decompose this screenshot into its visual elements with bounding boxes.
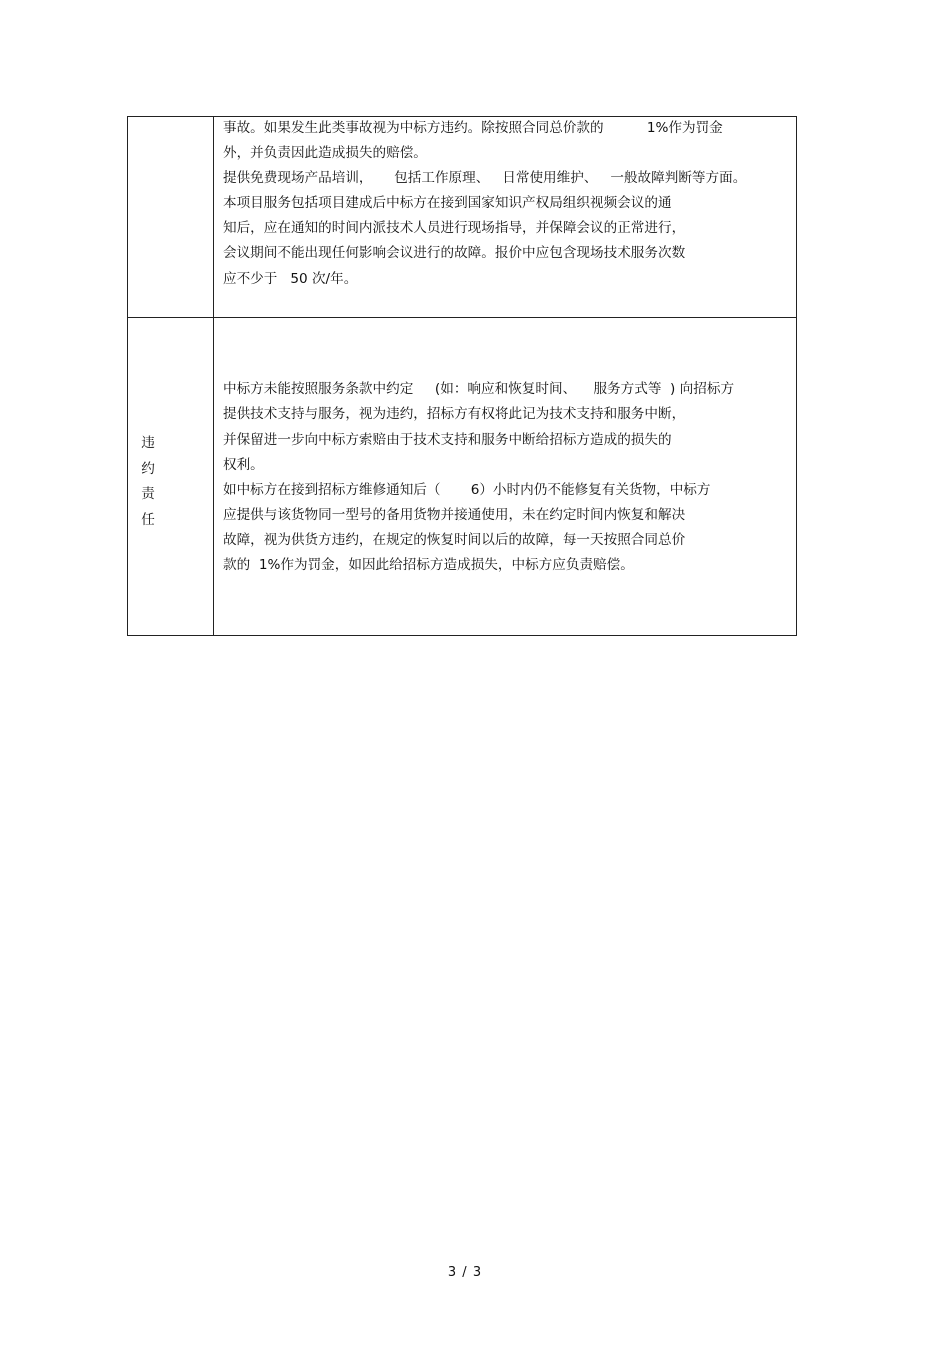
- text-line: 知后，应在通知的时间内派技术人员进行现场指导，并保障会议的正常进行，: [223, 220, 686, 236]
- text-line: 中标方未能按照服务条款中约定 (如：响应和恢复时间、 服务方式等 ) 向招标方: [223, 381, 735, 397]
- text-line: 事故。如果发生此类事故视为中标方违约。除按照合同总价款的 1%作为罚金: [223, 120, 723, 136]
- text-line: 外，并负责因此造成损失的赔偿。: [223, 145, 427, 161]
- text-line: 权利。: [223, 457, 264, 473]
- text-line: 提供免费现场产品培训， 包括工作原理、 日常使用维护、 一般故障判断等方面。: [223, 170, 747, 186]
- text-line: 应提供与该货物同一型号的备用货物并接通使用，未在约定时间内恢复和解决: [223, 507, 686, 523]
- text-line: 应不少于 50 次/年。: [223, 271, 358, 287]
- label-char: 约: [141, 460, 155, 477]
- label-char: 违: [141, 435, 155, 451]
- table-row: [128, 317, 796, 635]
- text-line: 故障，视为供货方违约，在规定的恢复时间以后的故障，每一天按照合同总价: [223, 532, 686, 548]
- breach-liability-label-cell: [128, 318, 214, 635]
- label-char: 责: [141, 486, 155, 502]
- text-line: 款的 1%作为罚金，如因此给招标方造成损失，中标方应负责赔偿。: [223, 557, 634, 573]
- text-line: 本项目服务包括项目建成后中标方在接到国家知识产权局组织视频会议的通: [223, 195, 672, 211]
- text-line: 如中标方在接到招标方维修通知后（ 6）小时内仍不能修复有关货物，中标方: [223, 482, 711, 498]
- table-row: [128, 117, 796, 317]
- row-content-cell: [214, 117, 796, 317]
- contract-terms-table: [127, 116, 797, 636]
- text-line: 会议期间不能出现任何影响会议进行的故障。报价中应包含现场技术服务次数: [223, 245, 686, 261]
- row-label-cell: [128, 117, 214, 317]
- text-line: 并保留进一步向中标方索赔由于技术支持和服务中断给招标方造成的损失的: [223, 432, 672, 448]
- breach-liability-label: [136, 431, 160, 533]
- label-char: 任: [141, 511, 155, 528]
- text-line: 提供技术支持与服务，视为违约，招标方有权将此记为技术支持和服务中断，: [223, 406, 686, 422]
- page-number: 3 / 3: [447, 1265, 483, 1280]
- breach-liability-content-cell: [214, 318, 796, 635]
